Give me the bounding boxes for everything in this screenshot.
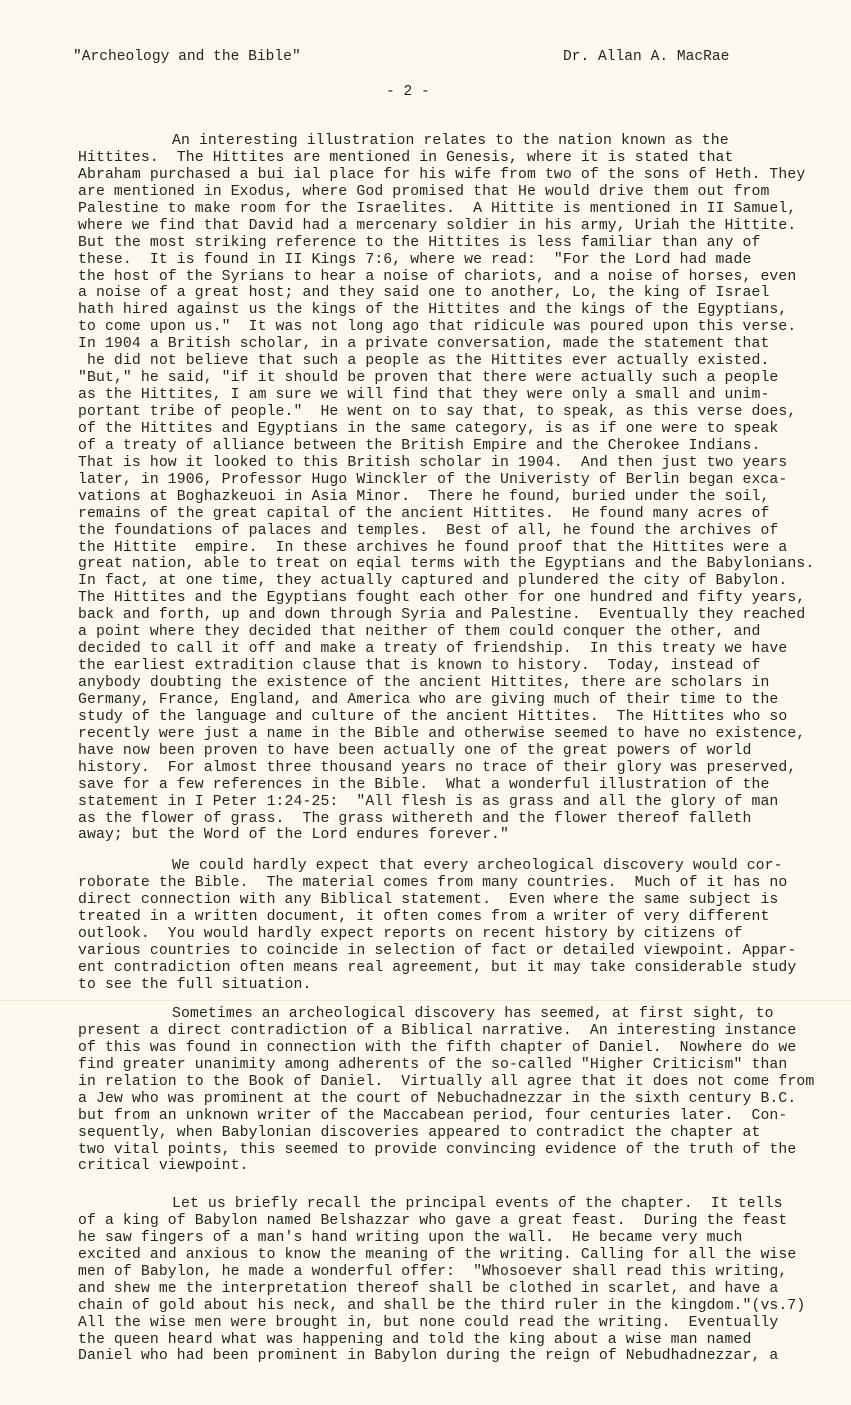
text-line: The Hittites and the Egyptians fought each other for one hundred and fifty years,	[78, 590, 806, 607]
page-number: - 2 -	[386, 84, 430, 100]
text-line: ent contradiction often means real agreement, but it may take considerable study	[78, 959, 797, 976]
text-line: two vital points, this seemed to provide convincing evidence of the truth of the	[78, 1141, 797, 1158]
text-line: An interesting illustration relates to the nation known as the	[172, 133, 729, 149]
text-line: a point where they decided that neither of them could conquer the other, and	[78, 624, 761, 641]
text-line: of a treaty of alliance between the British Empire and the Cherokee Indians.	[78, 437, 761, 454]
text-line: the host of the Syrians to hear a noise of chariots, and a noise of horses, even	[78, 268, 797, 285]
text-line: recently were just a name in the Bible and otherwise seemed to have no existence,	[78, 725, 806, 742]
text-line: but from an unknown writer of the Maccabean period, four centuries later. Con-	[78, 1107, 788, 1124]
text-line: he did not believe that such a people as the Hittites ever actually existed.	[78, 353, 770, 370]
text-line: the queen heard what was happening and told the king about a wise man named	[78, 1331, 752, 1348]
text-line: various countries to coincide in selection of fact or detailed viewpoint. Appar-	[78, 942, 797, 959]
text-line: Palestine to make room for the Israelites. A Hittite is mentioned in II Samuel,	[78, 200, 797, 217]
text-line: portant tribe of people." He went on to say that, to speak, as this verse does,	[78, 404, 797, 420]
text-line: of the Hittites and Egyptians in the same category, is as if one were to speak	[78, 420, 779, 437]
text-line: study of the language and culture of the ancient Hittites. The Hittites who so	[78, 708, 788, 725]
text-line: statement in I Peter 1:24-25: "All flesh is as grass and all the glory of man	[78, 793, 779, 810]
text-line: the Hittite empire. In these archives he found proof that the Hittites were a	[78, 539, 788, 556]
text-line: these. It is found in II Kings 7:6, where we read: "For the Lord had made	[78, 251, 752, 268]
paragraph-belshazzar	[78, 1196, 848, 1365]
text-line: anybody doubting the existence of the ancient Hittites, there are scholars in	[78, 675, 770, 691]
text-line: as the flower of grass. The grass withereth and the flower thereof falleth	[78, 810, 752, 827]
paragraph-hittites	[78, 133, 848, 844]
text-line: roborate the Bible. The material comes from many countries. Much of it has no	[78, 874, 788, 891]
text-line: We could hardly expect that every archeological discovery would cor-	[172, 858, 783, 874]
text-line: later, in 1906, Professor Hugo Winckler of the Univeristy of Berlin began exca-	[78, 471, 788, 488]
text-line: Hittites. The Hittites are mentioned in Genesis, where it is stated that	[78, 149, 734, 166]
text-line: he saw fingers of a man's hand writing upon the wall. He became very much	[78, 1229, 743, 1246]
text-line: the earliest extradition clause that is known to history. Today, instead of	[78, 658, 761, 675]
text-line: great nation, able to treat on eqial terms with the Egyptians and the Babylonians.	[78, 556, 815, 573]
text-line: critical viewpoint.	[78, 1158, 249, 1175]
text-line: Let us briefly recall the principal events of the chapter. It tells	[172, 1196, 783, 1212]
text-line: away; but the Word of the Lord endures forever."	[78, 827, 510, 844]
text-line: Germany, France, England, and America who are giving much of their time to the	[78, 691, 779, 708]
text-line: That is how it looked to this British scholar in 1904. And then just two years	[78, 454, 788, 471]
text-line: the foundations of palaces and temples. Best of all, he found the archives of	[78, 522, 779, 539]
text-line: a noise of a great host; and they said one to another, Lo, the king of Israel	[78, 285, 770, 302]
text-line: present a direct contradiction of a Biblical narrative. An interesting instance	[78, 1022, 797, 1039]
text-line: vations at Boghazkeuoi in Asia Minor. There he found, buried under the soil,	[78, 488, 770, 505]
text-line: "But," he said, "if it should be proven that there were actually such a people	[78, 370, 779, 387]
text-line: Daniel who had been prominent in Babylon during the reign of Nebudhadnezzar, a	[78, 1348, 779, 1365]
text-line: hath hired against us the kings of the Hittites and the kings of the Egyptians,	[78, 302, 788, 319]
text-line: a Jew who was prominent at the court of Nebuchadnezzar in the sixth century B.C.	[78, 1090, 797, 1107]
text-line: in relation to the Book of Daniel. Virtually all agree that it does not come from	[78, 1073, 815, 1090]
text-line: to come upon us." It was not long ago that ridicule was poured upon this verse.	[78, 319, 797, 336]
document-title: "Archeology and the Bible"	[73, 49, 301, 65]
text-line: treated in a written document, it often comes from a writer of very different	[78, 908, 770, 925]
text-line: of a king of Babylon named Belshazzar who gave a great feast. During the feast	[78, 1212, 788, 1229]
text-line: men of Babylon, he made a wonderful offer: "Whosoever shall read this writing,	[78, 1263, 788, 1280]
text-line: outlook. You would hardly expect reports on recent history by citizens of	[78, 925, 743, 942]
text-line: as the Hittites, I am sure we will find that they were only a small and unim-	[78, 387, 770, 404]
paper-fold	[0, 1000, 851, 1001]
text-line: decided to call it off and make a treaty of friendship. In this treaty we have	[78, 641, 788, 658]
text-line: of this was found in connection with the fifth chapter of Daniel. Nowhere do we	[78, 1039, 797, 1056]
text-line: have now been proven to have been actually one of the great powers of world	[78, 742, 752, 759]
text-line: and shew me the interpretation thereof shall be clothed in scarlet, and have a	[78, 1280, 779, 1297]
paragraph-corroboration	[78, 858, 848, 994]
text-line: back and forth, up and down through Syria and Palestine. Eventually they reached	[78, 607, 806, 624]
text-line: direct connection with any Biblical statement. Even where the same subject is	[78, 891, 779, 908]
text-line: sequently, when Babylonian discoveries appeared to contradict the chapter at	[78, 1124, 761, 1141]
paragraph-daniel-contradiction	[78, 1006, 848, 1175]
text-line: save for a few references in the Bible. What a wonderful illustration of the	[78, 776, 770, 793]
text-line: find greater unanimity among adherents of the so-called "Higher Criticism" than	[78, 1056, 788, 1073]
text-line: chain of gold about his neck, and shall be the third ruler in the kingdom."(vs.7)	[78, 1297, 806, 1314]
text-line: where we find that David had a mercenary soldier in his army, Uriah the Hittite.	[78, 217, 797, 234]
text-line: Abraham purchased a bui ial place for his wife from two of the sons of Heth. They	[78, 166, 806, 183]
text-line: Sometimes an archeological discovery has seemed, at first sight, to	[172, 1006, 774, 1022]
text-line: All the wise men were brought in, but none could read the writing. Eventually	[78, 1314, 779, 1331]
author-name: Dr. Allan A. MacRae	[563, 49, 730, 65]
text-line: In fact, at one time, they actually captured and plundered the city of Babylon.	[78, 573, 788, 590]
text-line: remains of the great capital of the ancient Hittites. He found many acres of	[78, 505, 770, 522]
text-line: excited and anxious to know the meaning of the writing. Calling for all the wise	[78, 1246, 797, 1263]
text-line: are mentioned in Exodus, where God promised that He would drive them out from	[78, 183, 770, 200]
text-line: But the most striking reference to the Hittites is less familiar than any of	[78, 234, 761, 251]
text-line: to see the full situation.	[78, 976, 312, 993]
text-line: history. For almost three thousand years no trace of their glory was preserved,	[78, 759, 797, 776]
text-line: In 1904 a British scholar, in a private conversation, made the statement that	[78, 336, 770, 353]
